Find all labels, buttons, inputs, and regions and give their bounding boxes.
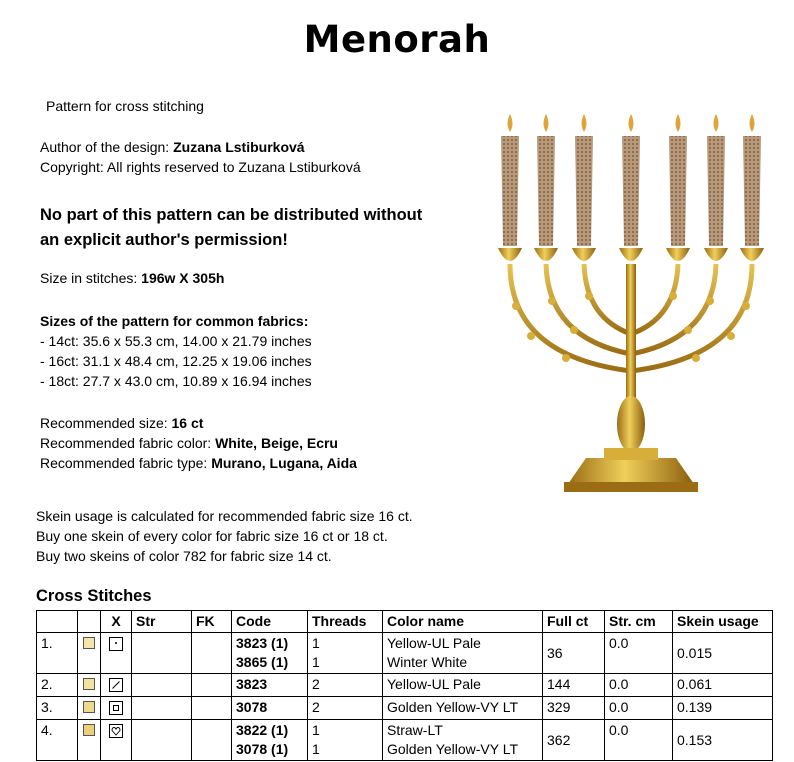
recommended-color (40, 433, 338, 453)
color-name-cell: Yellow-UL Pale (383, 674, 543, 697)
fabric-size-16ct: - 16ct: 31.1 x 48.4 cm, 12.25 x 19.06 inches (40, 353, 312, 369)
row-number: 1. (37, 633, 78, 674)
code-cell: 3078 (232, 697, 308, 720)
table-row (37, 720, 773, 761)
threads-1: 1 (312, 722, 320, 738)
author-line (40, 137, 305, 157)
full-ct-cell: 362 (543, 720, 605, 761)
table-row (37, 674, 773, 697)
col-number (37, 611, 78, 633)
code-cell (232, 633, 308, 674)
code-cell: 3823 (232, 674, 308, 697)
menorah-image (486, 106, 776, 502)
threads-cell: 2 (308, 674, 383, 697)
recommended-size (40, 413, 203, 433)
skein-note-3: Buy two skeins of color 782 for fabric size 14 ct. (36, 548, 332, 564)
table-row (37, 633, 773, 674)
slash-icon (109, 678, 123, 692)
cross-stitches-heading: Cross Stitches (36, 587, 152, 605)
threads-2: 1 (312, 654, 320, 670)
str-cell (132, 674, 192, 697)
col-symbol: X (101, 611, 132, 633)
skein-note-1: Skein usage is calculated for recommended fabric size 16 ct. (36, 508, 413, 524)
code-2: 3078 (1) (236, 741, 289, 757)
color-name-2: Golden Yellow-VY LT (387, 741, 519, 757)
warning-line-2: an explicit author's permission! (40, 231, 288, 249)
color-name-2: Winter White (387, 654, 468, 670)
str-cell (132, 720, 192, 761)
col-full-ct: Full ct (543, 611, 605, 633)
small-square-icon (109, 701, 123, 715)
recommended-type (40, 453, 357, 473)
col-str-cm: Str. cm (605, 611, 673, 633)
symbol-cell (101, 674, 132, 697)
threads-2: 1 (312, 741, 320, 757)
threads-cell (308, 633, 383, 674)
skein-usage-cell: 0.139 (673, 697, 773, 720)
fk-cell (192, 697, 232, 720)
cross-stitches-table (36, 610, 773, 761)
col-skein-usage: Skein usage (673, 611, 773, 633)
full-ct-cell: 36 (543, 633, 605, 674)
col-threads: Threads (308, 611, 383, 633)
col-code: Code (232, 611, 308, 633)
threads-cell: 2 (308, 697, 383, 720)
skein-note-2: Buy one skein of every color for fabric size 16 ct or 18 ct. (36, 528, 388, 544)
col-color-name: Color name (383, 611, 543, 633)
rec-size-value: 16 ct (171, 415, 204, 431)
code-2: 3865 (1) (236, 654, 289, 670)
color-swatch (78, 633, 101, 674)
page-title: Menorah (303, 18, 491, 61)
swatch-box (83, 637, 95, 649)
size-label: Size in stitches: (40, 270, 142, 286)
subtitle: Pattern for cross stitching (46, 98, 204, 114)
col-fk: FK (192, 611, 232, 633)
copyright-line: Copyright: All rights reserved to Zuzana Lstiburková (40, 159, 361, 175)
str-cm-cell: 0.0 (605, 674, 673, 697)
fabric-size-14ct: - 14ct: 35.6 x 55.3 cm, 14.00 x 21.79 inches (40, 333, 312, 349)
size-value: 196w X 305h (141, 270, 225, 286)
threads-cell (308, 720, 383, 761)
color-swatch (78, 674, 101, 697)
col-swatch (78, 611, 101, 633)
author-label: Author of the design: (40, 139, 174, 155)
row-number: 4. (37, 720, 78, 761)
swatch-box (83, 678, 95, 690)
full-ct-cell: 329 (543, 697, 605, 720)
skein-usage-cell: 0.015 (673, 633, 773, 674)
row-number: 2. (37, 674, 78, 697)
code-cell (232, 720, 308, 761)
fk-cell (192, 720, 232, 761)
code-1: 3822 (1) (236, 722, 289, 738)
rec-type-value: Murano, Lugana, Aida (211, 455, 357, 471)
fk-cell (192, 633, 232, 674)
color-name-cell: Golden Yellow-VY LT (383, 697, 543, 720)
fabric-sizes-heading: Sizes of the pattern for common fabrics: (40, 313, 309, 329)
author-name: Zuzana Lstiburková (173, 139, 305, 155)
symbol-cell (101, 697, 132, 720)
swatch-box (83, 701, 95, 713)
fk-cell (192, 674, 232, 697)
col-str: Str (132, 611, 192, 633)
swatch-box (83, 724, 95, 736)
str-cm-cell: 0.0 (605, 697, 673, 720)
color-name-cell (383, 720, 543, 761)
str-cell (132, 633, 192, 674)
heart-icon (109, 724, 123, 738)
table-row (37, 697, 773, 720)
color-name-1: Yellow-UL Pale (387, 635, 481, 651)
table-header-row (37, 611, 773, 633)
warning-line-1: No part of this pattern can be distributed without (40, 206, 423, 224)
threads-1: 1 (312, 635, 320, 651)
skein-usage-cell: 0.061 (673, 674, 773, 697)
str-cell (132, 697, 192, 720)
color-name-cell (383, 633, 543, 674)
color-swatch (78, 720, 101, 761)
color-swatch (78, 697, 101, 720)
color-name-1: Straw-LT (387, 722, 443, 738)
skein-usage-cell: 0.153 (673, 720, 773, 761)
rec-size-label: Recommended size: (40, 415, 172, 431)
fabric-size-18ct: - 18ct: 27.7 x 43.0 cm, 10.89 x 16.94 inches (40, 373, 312, 389)
full-ct-cell: 144 (543, 674, 605, 697)
symbol-cell (101, 633, 132, 674)
size-line (40, 268, 224, 288)
permission-warning (40, 203, 422, 253)
rec-type-label: Recommended fabric type: (40, 455, 212, 471)
dot-icon (109, 637, 123, 651)
str-cm-cell: 0.0 (605, 633, 673, 674)
symbol-cell (101, 720, 132, 761)
row-number: 3. (37, 697, 78, 720)
rec-color-value: White, Beige, Ecru (215, 435, 338, 451)
code-1: 3823 (1) (236, 635, 289, 651)
str-cm-cell: 0.0 (605, 720, 673, 761)
rec-color-label: Recommended fabric color: (40, 435, 216, 451)
